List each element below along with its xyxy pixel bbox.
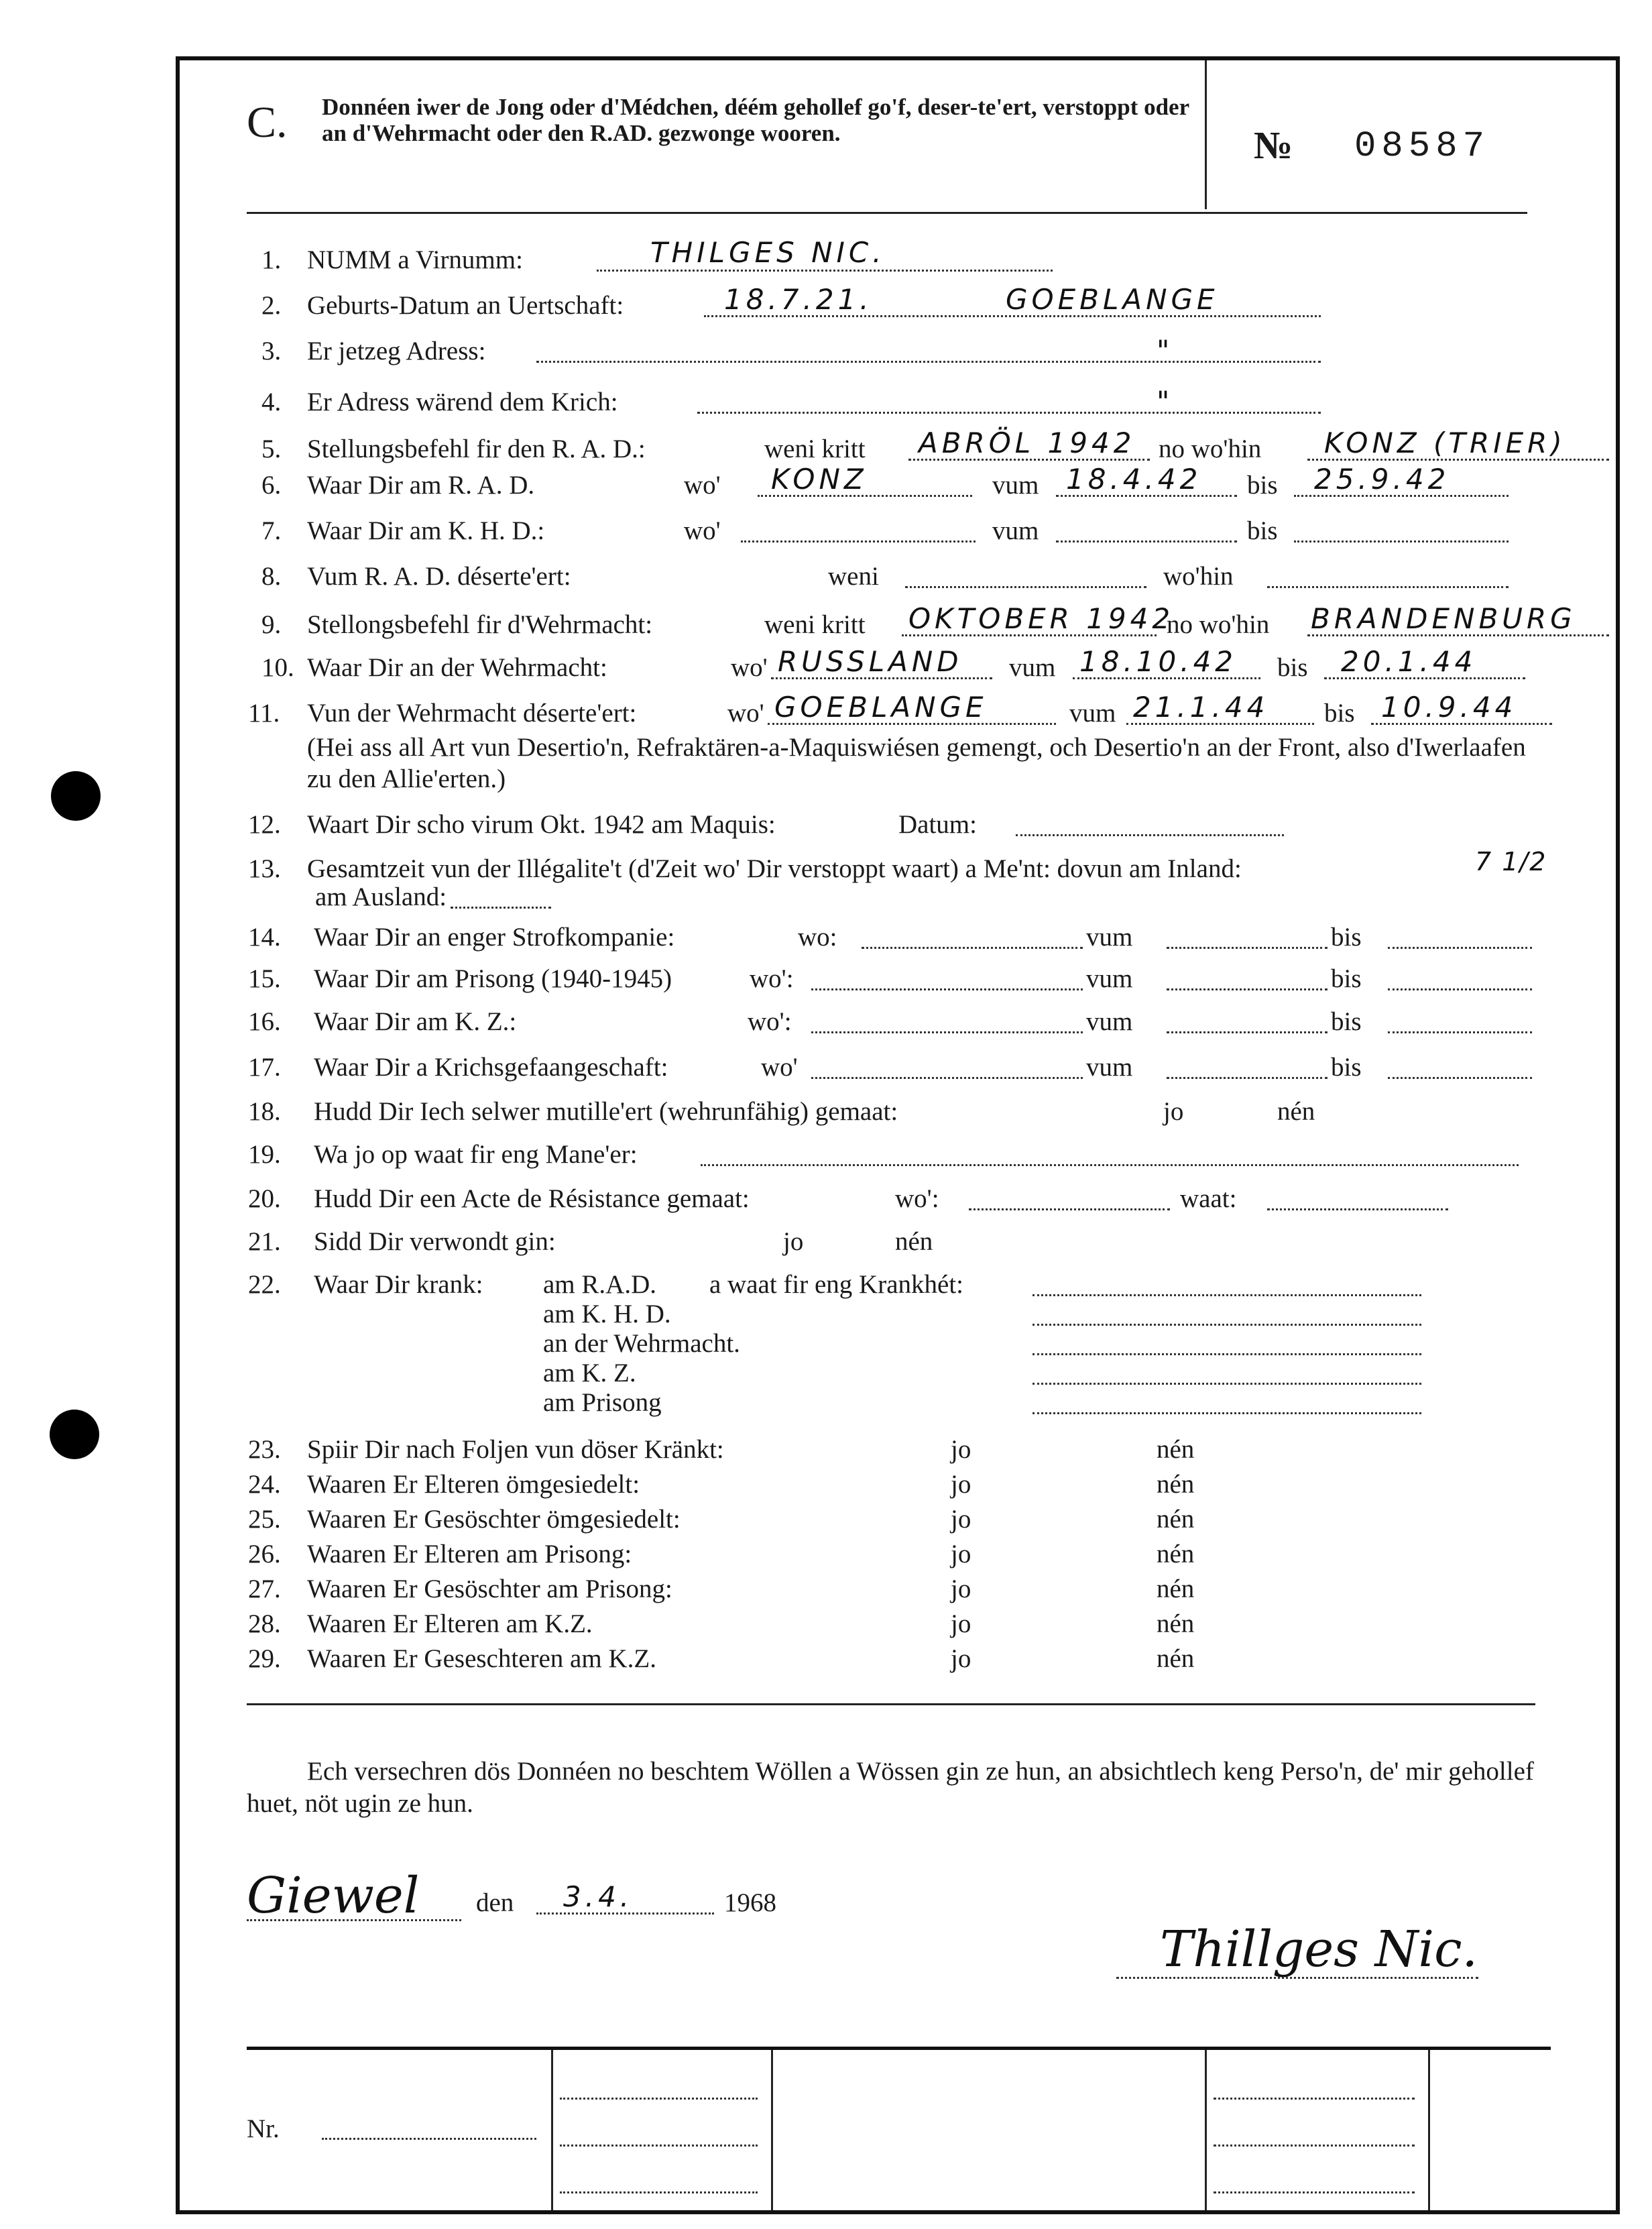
item-label: Er Adress wärend dem Krich: — [307, 388, 618, 416]
nen-option[interactable]: nén — [1157, 1540, 1195, 1568]
item-number: 4. — [261, 388, 282, 416]
address-value: " — [1157, 334, 1174, 367]
year-text: 1968 — [724, 1888, 776, 1917]
bis-label: bis — [1331, 964, 1362, 993]
wohin-label: no wo'hin — [1159, 435, 1262, 463]
wo-label: wo' — [761, 1053, 798, 1082]
item-label: Gesamtzeit vun der Illégalite't (d'Zeit wo' Dir verstoppt waart) a Me'nt: dovun am Inland: — [307, 854, 1242, 883]
nen-option[interactable]: nén — [1157, 1644, 1195, 1673]
weni-label: weni — [828, 562, 879, 591]
birth-place-value: GOEBLANGE — [1006, 283, 1219, 316]
item-label: Waar Dir am K. Z.: — [314, 1007, 517, 1036]
wo-label: wo' — [684, 516, 721, 545]
nen-option[interactable]: nén — [895, 1227, 933, 1256]
item-label: Waaren Er Geseschteren am K.Z. — [307, 1644, 656, 1673]
bis-label: bis — [1277, 653, 1308, 682]
rad-destination-value: KONZ (TRIER) — [1324, 426, 1566, 459]
jo-option[interactable]: jo — [951, 1435, 971, 1464]
resistance-place-field[interactable] — [969, 1208, 1170, 1210]
vum-label: vum — [1086, 1007, 1133, 1036]
item-label: Waaren Er Gesöschter ömgesiedelt: — [307, 1505, 681, 1534]
frame-left — [176, 56, 180, 2214]
krank-sub-khd: am K. H. D. — [543, 1300, 671, 1328]
rad-to-value: 25.9.42 — [1314, 463, 1450, 496]
ausland-label: am Ausland: — [315, 882, 447, 911]
prisong-from-field[interactable] — [1167, 988, 1328, 990]
item-label: Waar Dir am K. H. D.: — [307, 516, 545, 545]
vum-label: vum — [1086, 964, 1133, 993]
item-label: Vun der Wehrmacht déserte'ert: — [307, 699, 637, 728]
item-label: Waaren Er Gesöschter am Prisong: — [307, 1575, 672, 1603]
address-field[interactable] — [536, 361, 1321, 363]
items-end-rule — [247, 1703, 1535, 1705]
wehrmacht-place-value: RUSSLAND — [778, 645, 963, 678]
place-value: Giewel — [247, 1867, 420, 1925]
wehrmacht-from-value: 18.10.42 — [1079, 645, 1238, 678]
item-number: 5. — [261, 435, 282, 463]
item-number: 11. — [248, 699, 280, 728]
item-number: 20. — [248, 1184, 281, 1213]
item-number: 23. — [248, 1435, 281, 1464]
jo-option[interactable]: jo — [951, 1644, 971, 1673]
item-label: Vum R. A. D. déserte'ert: — [307, 562, 571, 591]
item-label: Waart Dir scho virum Okt. 1942 am Maquis: — [307, 810, 776, 839]
item-label: Hudd Dir een Acte de Résistance gemaat: — [314, 1184, 750, 1213]
nen-option[interactable]: nén — [1157, 1505, 1195, 1534]
item-label: Sidd Dir verwondt gin: — [314, 1227, 556, 1256]
item-label: Stellungsbefehl fir den R. A. D.: — [307, 435, 646, 463]
wohin-label: no wo'hin — [1167, 610, 1270, 639]
vum-label: vum — [1009, 653, 1056, 682]
jo-option[interactable]: jo — [951, 1575, 971, 1603]
frame-right — [1616, 56, 1620, 2214]
footer-field[interactable] — [560, 2145, 758, 2147]
prisong-place-field[interactable] — [811, 988, 1083, 990]
frame-bottom — [176, 2210, 1620, 2214]
place-field[interactable] — [247, 1919, 461, 1921]
kz-from-field[interactable] — [1167, 1031, 1328, 1033]
pow-from-field[interactable] — [1167, 1077, 1328, 1079]
item-number: 3. — [261, 337, 282, 365]
den-label: den — [476, 1888, 514, 1917]
name-field[interactable] — [597, 270, 1053, 272]
item-label: Er jetzeg Adress: — [307, 337, 486, 365]
illness-kz-field[interactable] — [1032, 1383, 1421, 1385]
item-label: Waar Dir krank: — [314, 1270, 483, 1299]
jo-option[interactable]: jo — [1163, 1097, 1184, 1126]
krank-sub-prisong: am Prisong — [543, 1388, 662, 1417]
form-number: 08587 — [1354, 126, 1490, 167]
item-number: 25. — [248, 1505, 281, 1534]
krank-sub-wehrmacht: an der Wehrmacht. — [543, 1329, 740, 1358]
item-label: Waar Dir a Krichsgefaangeschaft: — [314, 1053, 668, 1082]
header-rule — [247, 212, 1527, 214]
wo-label: wo' — [731, 653, 768, 682]
footer-field[interactable] — [560, 2191, 758, 2193]
item-label: NUMM a Virnumm: — [307, 245, 523, 274]
bis-label: bis — [1331, 923, 1362, 952]
bis-label: bis — [1247, 516, 1278, 545]
item-label: Geburts-Datum an Uertschaft: — [307, 291, 624, 320]
footer-col-3 — [1205, 2050, 1207, 2210]
desert-place-value: GOEBLANGE — [774, 691, 988, 724]
footer-table-top — [247, 2047, 1551, 2050]
wo-label: wo: — [798, 923, 837, 952]
rad-order-date-value: ABRÖL 1942 — [919, 426, 1136, 459]
nen-option[interactable]: nén — [1157, 1470, 1195, 1499]
resistance-what-field[interactable] — [1267, 1208, 1448, 1210]
krank-sub-kz: am K. Z. — [543, 1359, 636, 1387]
illness-khd-field[interactable] — [1032, 1324, 1421, 1326]
footer-field[interactable] — [560, 2098, 758, 2100]
bis-label: bis — [1331, 1053, 1362, 1082]
strof-to-field[interactable] — [1388, 947, 1532, 949]
rad-from-value: 18.4.42 — [1066, 463, 1202, 496]
rad-desert-date-field[interactable] — [905, 586, 1146, 588]
item-number: 1. — [261, 245, 282, 274]
khd-from-field[interactable] — [1056, 540, 1237, 542]
item-number: 21. — [248, 1227, 281, 1256]
footer-col-2 — [771, 2050, 773, 2210]
frame-top — [176, 56, 1620, 60]
krank-sub-rad: am R.A.D. — [543, 1270, 656, 1299]
vum-label: vum — [992, 516, 1039, 545]
item-label: Hudd Dir Iech selwer mutille'ert (wehrunfähig) gemaat: — [314, 1097, 898, 1126]
item-number: 12. — [248, 810, 281, 839]
date-value: 3.4. — [563, 1880, 634, 1913]
footer-col-4 — [1428, 2050, 1430, 2210]
item-number: 19. — [248, 1140, 281, 1169]
wohin-label: wo'hin — [1163, 562, 1234, 591]
signature-field[interactable] — [1116, 1977, 1478, 1979]
punch-hole-bottom — [50, 1410, 99, 1459]
declaration-text: Ech versechren dös Donnéen no beschtem Wöllen a Wössen gin ze hun, an absichtlech keng Perso'n, de' mir gehollef huet, nöt ugin ze hun. — [247, 1757, 1534, 1818]
item-number: 22. — [248, 1270, 281, 1299]
item-number: 2. — [261, 291, 282, 320]
item-number: 28. — [248, 1609, 281, 1638]
illness-prisong-field[interactable] — [1032, 1412, 1421, 1414]
vum-label: vum — [1069, 699, 1116, 728]
strof-from-field[interactable] — [1167, 947, 1328, 949]
illness-wehrmacht-field[interactable] — [1032, 1353, 1421, 1355]
footer-col-1 — [551, 2050, 553, 2210]
desert-to-value: 10.9.44 — [1381, 691, 1517, 724]
item-number: 9. — [261, 610, 282, 639]
item-number: 7. — [261, 516, 282, 545]
ausland-field[interactable] — [451, 907, 551, 909]
illness-rad-field[interactable] — [1032, 1294, 1421, 1296]
wo-label: wo' — [684, 471, 721, 500]
nr-label: Nr. — [247, 2114, 280, 2143]
inland-months-value: 7 1/2 — [1475, 847, 1547, 876]
punch-hole-top — [51, 771, 101, 821]
item-number: 18. — [248, 1097, 281, 1126]
item-label: Waar Dir am R. A. D. — [307, 471, 535, 500]
jo-option[interactable]: jo — [951, 1609, 971, 1638]
item-number: 24. — [248, 1470, 281, 1499]
krank-question: a waat fir eng Krankhét: — [709, 1270, 963, 1299]
bis-label: bis — [1247, 471, 1278, 500]
nen-option[interactable]: nén — [1157, 1435, 1195, 1464]
name-value: THILGES NIC. — [650, 236, 886, 269]
signature: Thillges Nic. — [1160, 1921, 1478, 1978]
nen-option[interactable]: nén — [1277, 1097, 1315, 1126]
wo-label: wo' — [727, 699, 764, 728]
maquis-date-field[interactable] — [1016, 834, 1284, 836]
number-label: № — [1254, 123, 1293, 167]
khd-place-field[interactable] — [741, 540, 976, 542]
bis-label: bis — [1324, 699, 1355, 728]
item-number: 6. — [261, 471, 282, 500]
item-number: 26. — [248, 1540, 281, 1568]
waat-label: waat: — [1180, 1184, 1237, 1213]
item-label: Spiir Dir nach Foljen vun döser Kränkt: — [307, 1435, 724, 1464]
item-number: 27. — [248, 1575, 281, 1603]
footer-field[interactable] — [1214, 2098, 1415, 2100]
item-number: 8. — [261, 562, 282, 591]
item-number: 15. — [248, 964, 281, 993]
item-number: 17. — [248, 1053, 281, 1082]
nr-field[interactable] — [322, 2138, 536, 2140]
khd-to-field[interactable] — [1294, 540, 1509, 542]
item-label: Wa jo op waat fir eng Mane'er: — [314, 1140, 638, 1169]
wehrmacht-order-date-value: OKTOBER 1942 — [908, 602, 1175, 635]
prisong-to-field[interactable] — [1388, 988, 1532, 990]
weni-label: weni kritt — [764, 610, 866, 639]
section-letter: C. — [247, 98, 288, 147]
item-number: 10. — [261, 653, 294, 682]
manner-field[interactable] — [701, 1164, 1519, 1166]
nen-option[interactable]: nén — [1157, 1575, 1195, 1603]
item-label: Stellongsbefehl fir d'Wehrmacht: — [307, 610, 653, 639]
kz-place-field[interactable] — [811, 1031, 1083, 1033]
item-number: 29. — [248, 1644, 281, 1673]
jo-option[interactable]: jo — [783, 1227, 804, 1256]
item-number: 14. — [248, 923, 281, 952]
kz-to-field[interactable] — [1388, 1031, 1532, 1033]
war-address-field[interactable] — [697, 412, 1321, 414]
birth-date-value: 18.7.21. — [724, 283, 873, 316]
header-divider — [1205, 60, 1207, 209]
vum-label: vum — [1086, 1053, 1133, 1082]
pow-place-field[interactable] — [811, 1077, 1083, 1079]
nen-option[interactable]: nén — [1157, 1609, 1195, 1638]
war-address-value: " — [1157, 385, 1174, 418]
desert-from-value: 21.1.44 — [1133, 691, 1269, 724]
weni-label: weni kritt — [764, 435, 866, 463]
item-label: Waaren Er Elteren ömgesiedelt: — [307, 1470, 640, 1499]
footer-field[interactable] — [1214, 2145, 1415, 2147]
vum-label: vum — [1086, 923, 1133, 952]
wehrmacht-to-value: 20.1.44 — [1341, 645, 1477, 678]
wo-label: wo': — [750, 964, 794, 993]
bis-label: bis — [1331, 1007, 1362, 1036]
strof-place-field[interactable] — [862, 947, 1083, 949]
footer-field[interactable] — [1214, 2191, 1415, 2193]
jo-option[interactable]: jo — [951, 1505, 971, 1534]
item-label: Waar Dir an enger Strofkompanie: — [314, 923, 675, 952]
vum-label: vum — [992, 471, 1039, 500]
wo-label: wo': — [748, 1007, 792, 1036]
rad-place-value: KONZ — [771, 463, 868, 496]
jo-option[interactable]: jo — [951, 1540, 971, 1568]
pow-to-field[interactable] — [1388, 1077, 1532, 1079]
item-label: Waaren Er Elteren am K.Z. — [307, 1609, 593, 1638]
jo-option[interactable]: jo — [951, 1470, 971, 1499]
item-number: 13. — [248, 854, 281, 883]
wo-label: wo': — [895, 1184, 939, 1213]
item-label: Waaren Er Elteren am Prisong: — [307, 1540, 632, 1568]
header-title: Donnéen iwer de Jong oder d'Médchen, déém gehollef go'f, deser-te'ert, verstoppt oder an d'Wehrmacht oder den R.AD. gezwonge wooren. — [322, 94, 1189, 147]
datum-label: Datum: — [898, 810, 977, 839]
item-label: Waar Dir am Prisong (1940-1945) — [314, 964, 672, 993]
item-label: Waar Dir an der Wehrmacht: — [307, 653, 607, 682]
item-11-note: (Hei ass all Art vun Desertio'n, Refraktären-a-Maquiswiésen gemengt, och Desertio'n an der Front, also d'Iwerlaafen zu den Allie'erten.) — [307, 733, 1526, 793]
wehrmacht-destination-value: BRANDENBURG — [1311, 602, 1576, 635]
rad-desert-place-field[interactable] — [1267, 586, 1509, 588]
item-number: 16. — [248, 1007, 281, 1036]
